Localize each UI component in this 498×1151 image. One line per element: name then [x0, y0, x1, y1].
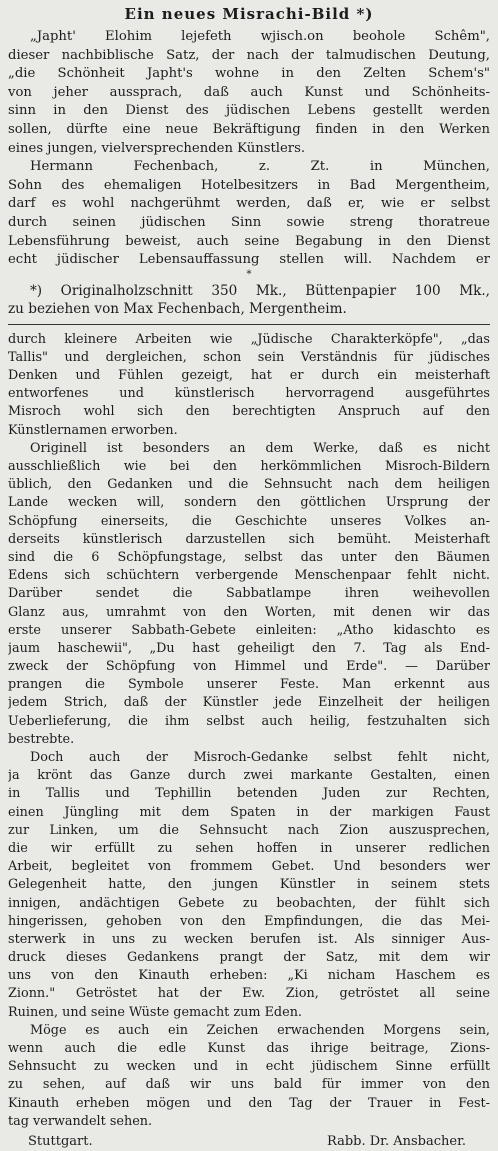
text-line: Gelegenheit hatte, den jungen Künstler in seinem stets [8, 877, 490, 893]
intro-paragraph-2 [8, 158, 490, 270]
text-line: Kinauth erheben mögen und den Tag der Trauer in Fest- [8, 1095, 490, 1111]
text-line: innigen, andächtigen Gebete zu beobachten, der fühlt sich [8, 895, 490, 911]
text-line: Originell ist besonders an dem Werke, daß es nicht [30, 440, 490, 456]
text-line: sind die 6 Schöpfungstage, selbst das unter den Bäumen [8, 549, 490, 565]
text-line: zweck der Schöpfung von Himmel und Erde". — Darüber [8, 659, 490, 675]
text-line: Ueberlieferung, die ihm selbst auch heilig, festzuhalten sich [8, 713, 490, 729]
text-line: Sehnsucht zu wecken und in echt jüdischem Sinne erfüllt [8, 1059, 490, 1075]
article-body [8, 331, 490, 1151]
text-line: in Tallis und Tephillin betenden Juden zur Rechten, [8, 786, 490, 802]
text-line: einen Jüngling mit dem Spaten in der markigen Faust [8, 804, 490, 820]
text-line: hingerissen, gehoben von den Empfindungen, die das Mei- [8, 913, 490, 929]
text-line: Doch auch der Misroch-Gedanke selbst fehlt nicht, [30, 750, 490, 766]
intro-paragraph-1 [8, 28, 490, 158]
text-line: jaum haschewii", „Du hast geheiligt den 7. Tag als End- [8, 640, 490, 656]
text-line: Lande wecken will, sondern den göttlichen Ursprung der [8, 495, 490, 511]
text-line: zur Linken, um die Sehnsucht nach Zion auszusprechen, [8, 822, 490, 838]
text-line: die wir erfüllt zu sehen hoffen in unserer redlichen [8, 840, 490, 856]
body-paragraph-3 [8, 749, 490, 1022]
text-line: tag verwandelt sehen. [8, 1113, 153, 1129]
text-line: darf es wohl nachgerühmt werden, daß er, wie er selbst [8, 196, 490, 212]
text-line: erste unserer Sabbath-Gebete einleiten: „Atho kidaschto es [8, 622, 490, 638]
text-line: wenn auch die edle Kunst das ihrige beitrage, Zions- [8, 1041, 490, 1057]
text-line: „die Schönheit Japht's wohne in den Zelten Schem's" [8, 66, 490, 82]
intro-text [8, 28, 490, 270]
text-line: Möge es auch ein Zeichen erwachenden Morgens sein, [30, 1022, 490, 1038]
text-line: sinn in den Dienst des jüdischen Lebens gestellt werden [8, 103, 490, 119]
text-line: Ruinen, und seine Wüste gemacht zum Eden. [8, 1004, 302, 1020]
text-line: sollen, dürfte eine neue Bekräftigung finden in den Werken [8, 121, 490, 137]
text-line: dieser nachbiblische Satz, der nach der talmudischen Deutung, [8, 47, 490, 63]
text-line: zu sehen, auf daß wir uns bald für immer von den [8, 1077, 490, 1093]
text-line: uns von den Kinauth erheben: „Ki nicham Haschem es [8, 968, 490, 984]
text-line: Hermann Fechenbach, z. Zt. in München, [30, 159, 490, 175]
text-line: derseits künstlerisch darzustellen sich bemüht. Meisterhaft [8, 531, 490, 547]
text-line: jedem Strich, daß der Künstler jede Einzelheit der heiligen [8, 695, 490, 711]
signature-row [8, 1133, 490, 1151]
body-paragraph-4 [8, 1022, 490, 1131]
text-line: echt jüdischer Lebensauffassung stellen will. Nachdem er [8, 252, 490, 268]
text-line: Schöpfung einerseits, die Geschichte unseres Volkes an- [8, 513, 490, 529]
text-line: Sohn des ehemaligen Hotelbesitzers in Bad Mergentheim, [8, 177, 490, 193]
footnote [8, 282, 490, 318]
text-line: Künstlernamen erworben. [8, 422, 178, 438]
text-line: sterwerk in uns zu wecken berufen ist. Als sinniger Aus- [8, 931, 490, 947]
text-line: „Japht' Elohim lejefeth wjisch.on beohole Schêm", [30, 29, 490, 44]
text-line: Misroch wohl sich den berechtigten Anspruch auf den [8, 404, 490, 420]
text-line: Lebensführung beweist, auch seine Begabung in den Dienst [8, 233, 490, 249]
signature-author: Rabb. Dr. Ansbacher. [327, 1133, 466, 1149]
text-line: entworfenes und künstlerisch hervorragend ausgeführtes [8, 386, 490, 402]
text-line: Tallis" und dergleichen, schon sein Verständnis für jüdisches [8, 349, 490, 365]
text-line: ausschließlich wie bei den herkömmlichen Misroch-Bildern [8, 459, 490, 475]
text-line: druck dieses Gedankens prangt der Satz, mit dem wir [8, 950, 490, 966]
section-divider [8, 324, 490, 325]
text-line: Zionn." Getröstet hat der Ew. Zion, getröstet all seine [8, 986, 490, 1002]
footnote-line: *) Originalholzschnitt 350 Mk., Büttenpapier 100 Mk., [30, 282, 490, 299]
text-line: Arbeit, begleitet von frommem Gebet. Und besonders wer [8, 859, 490, 875]
text-line: üblich, den Gedanken und die Sehnsucht nach dem heiligen [8, 477, 490, 493]
text-line: bestrebte. [8, 731, 75, 747]
text-line: Edens sich schüchtern verbergende Menschenpaar fehlt nicht. [8, 568, 490, 584]
body-paragraph-1 [8, 331, 490, 440]
text-line: ja krönt das Ganze durch zwei markante Gestalten, einen [8, 768, 490, 784]
footnote-line: zu beziehen von Max Fechenbach, Mergentheim. [8, 300, 347, 317]
text-line: Darüber sendet die Sabbatlampe ihren weihevollen [8, 586, 490, 602]
text-line: durch seinen jüdischen Sinn sowie streng thoratreue [8, 214, 490, 230]
article-title: Ein neues Misrachi-Bild *) [124, 5, 374, 23]
text-line: Glanz aus, umrahmt von den Worten, mit denen wir das [8, 604, 490, 620]
text-line: von jeher aussprach, daß auch Kunst und Schönheits- [8, 84, 490, 100]
text-line: prangen die Symbole unserer Feste. Man erkennt aus [8, 677, 490, 693]
text-line: Denken und Fühlen gezeigt, hat er durch ein meisterhaft [8, 368, 490, 384]
body-paragraph-2 [8, 440, 490, 749]
text-line: durch kleinere Arbeiten wie „Jüdische Charakterköpfe", „das [8, 331, 490, 347]
signature-place: Stuttgart. [28, 1133, 93, 1149]
text-line: eines jungen, vielversprechenden Künstlers. [8, 140, 306, 156]
footnote-marker: * [246, 268, 252, 280]
